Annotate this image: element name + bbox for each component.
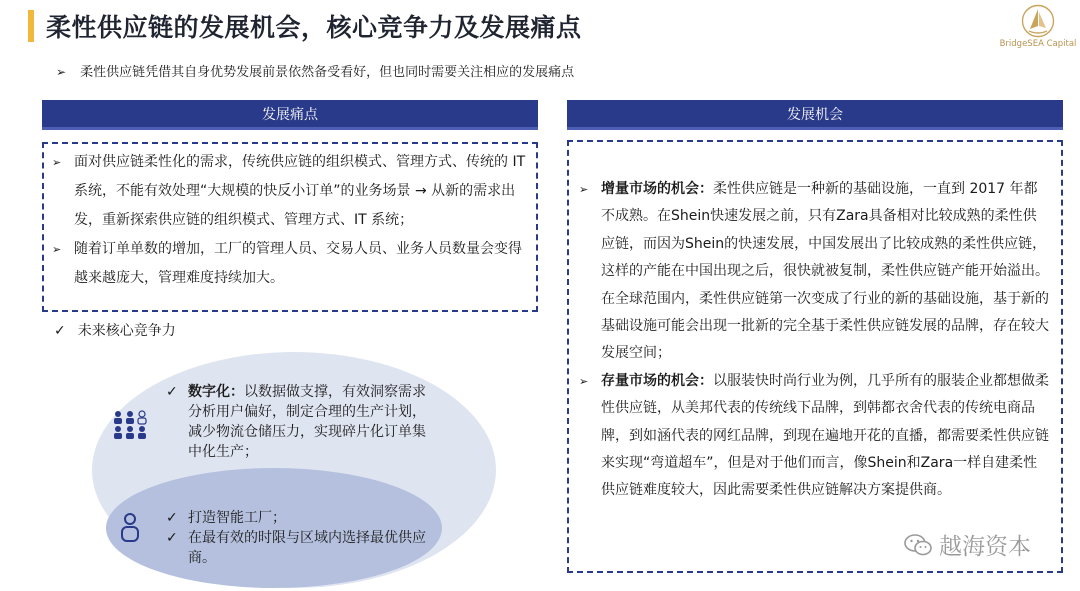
opportunity-item: ➢ 存量市场的机会：以服装快时尚行业为例，几乎所有的服装企业都想做柔性供应链，从美邦代表的传统线下品牌，到韩都衣舍代表的传统电商品牌，到如涵代表的网红品牌，到现在遍地开花的直播，都需要柔性供应链来实现“弯道超车”，但是对于他们而言，像Shein和Zara一样自建柔性供应链难度较大，因此需要柔性供应链解决方案提供商。 <box>579 368 1049 505</box>
arrow-bullet-icon: ➢ <box>579 183 589 196</box>
pain-point-item: ➢ 随着订单单数的增加，工厂的管理人员、交易人员、业务人员数量会变得越来越庞大，管理难度持续加大。 <box>52 235 526 293</box>
arrow-bullet-icon: ➢ <box>52 243 62 256</box>
pain-points-box <box>42 142 538 312</box>
check-icon: ✓ <box>166 530 178 546</box>
subtitle <box>56 61 574 80</box>
opportunities-box <box>567 140 1063 573</box>
logo-text: BridgeSEA Capital <box>999 39 1077 49</box>
opportunities-heading: 发展机会 <box>567 100 1063 130</box>
team-people-icon <box>112 410 148 440</box>
title-accent-bar <box>28 10 34 42</box>
core-competitiveness-title: ✓ 未来核心竞争力 <box>54 323 176 339</box>
page-title: 柔性供应链的发展机会，核心竞争力及发展痛点 <box>46 13 582 42</box>
wechat-icon <box>903 532 933 558</box>
pain-point-item: ➢ 面对供应链柔性化的需求，传统供应链的组织模式、管理方式、传统的 IT 系统，不能有效处理“大规模的快反小订单”的业务场景 → 从新的需求出发，重新探索供应链的组织模式、管理方式、IT 系统； <box>52 148 526 235</box>
digital-competence <box>166 382 436 462</box>
factory-competence <box>166 508 436 568</box>
subtitle-text: 柔性供应链凭借其自身优势发展前景依然备受看好，但也同时需要关注相应的发展痛点 <box>80 65 575 80</box>
arrow-bullet-icon: ➢ <box>579 374 589 388</box>
check-icon: ✓ <box>166 510 178 526</box>
digital-lead: 数字化： <box>188 384 244 400</box>
arrow-bullet-icon: ➢ <box>56 65 67 79</box>
watermark <box>903 528 1031 561</box>
check-icon: ✓ <box>166 384 178 400</box>
logo <box>998 4 1078 49</box>
pain-points-heading: 发展痛点 <box>42 100 538 130</box>
person-icon <box>120 513 140 543</box>
digital-text: 以数据做支撑，有效洞察需求分析用户偏好，制定合理的生产计划，减少物流仓储压力，实现碎片化订单集中化生产； <box>188 384 426 460</box>
sailboat-logo-icon <box>1021 4 1055 38</box>
watermark-text: 越海资本 <box>939 534 1031 560</box>
opportunity-item: ➢ 增量市场的机会：柔性供应链是一种新的基础设施，一直到 2017 年都不成熟。在Shein快速发展之前，只有Zara具备相对比较成熟的柔性供应链，而因为Shein的快速发展，中国发展出了比较成熟的柔性供应链，这样的产能在中国出现之后，很快就被复制，柔性供应链产能开始溢出。在全球范围内，柔性供应链第一次变成了行业的新的基础设施，基于新的基础设施可能会出现一批新的完全基于柔性供应链发展的品牌，存在较大发展空间； <box>579 176 1049 368</box>
check-icon: ✓ <box>54 323 66 339</box>
arrow-bullet-icon: ➢ <box>52 156 62 169</box>
factory-item: 打造智能工厂； <box>188 510 286 526</box>
factory-item: 在最有效的时限与区域内选择最优供应商。 <box>188 530 426 566</box>
